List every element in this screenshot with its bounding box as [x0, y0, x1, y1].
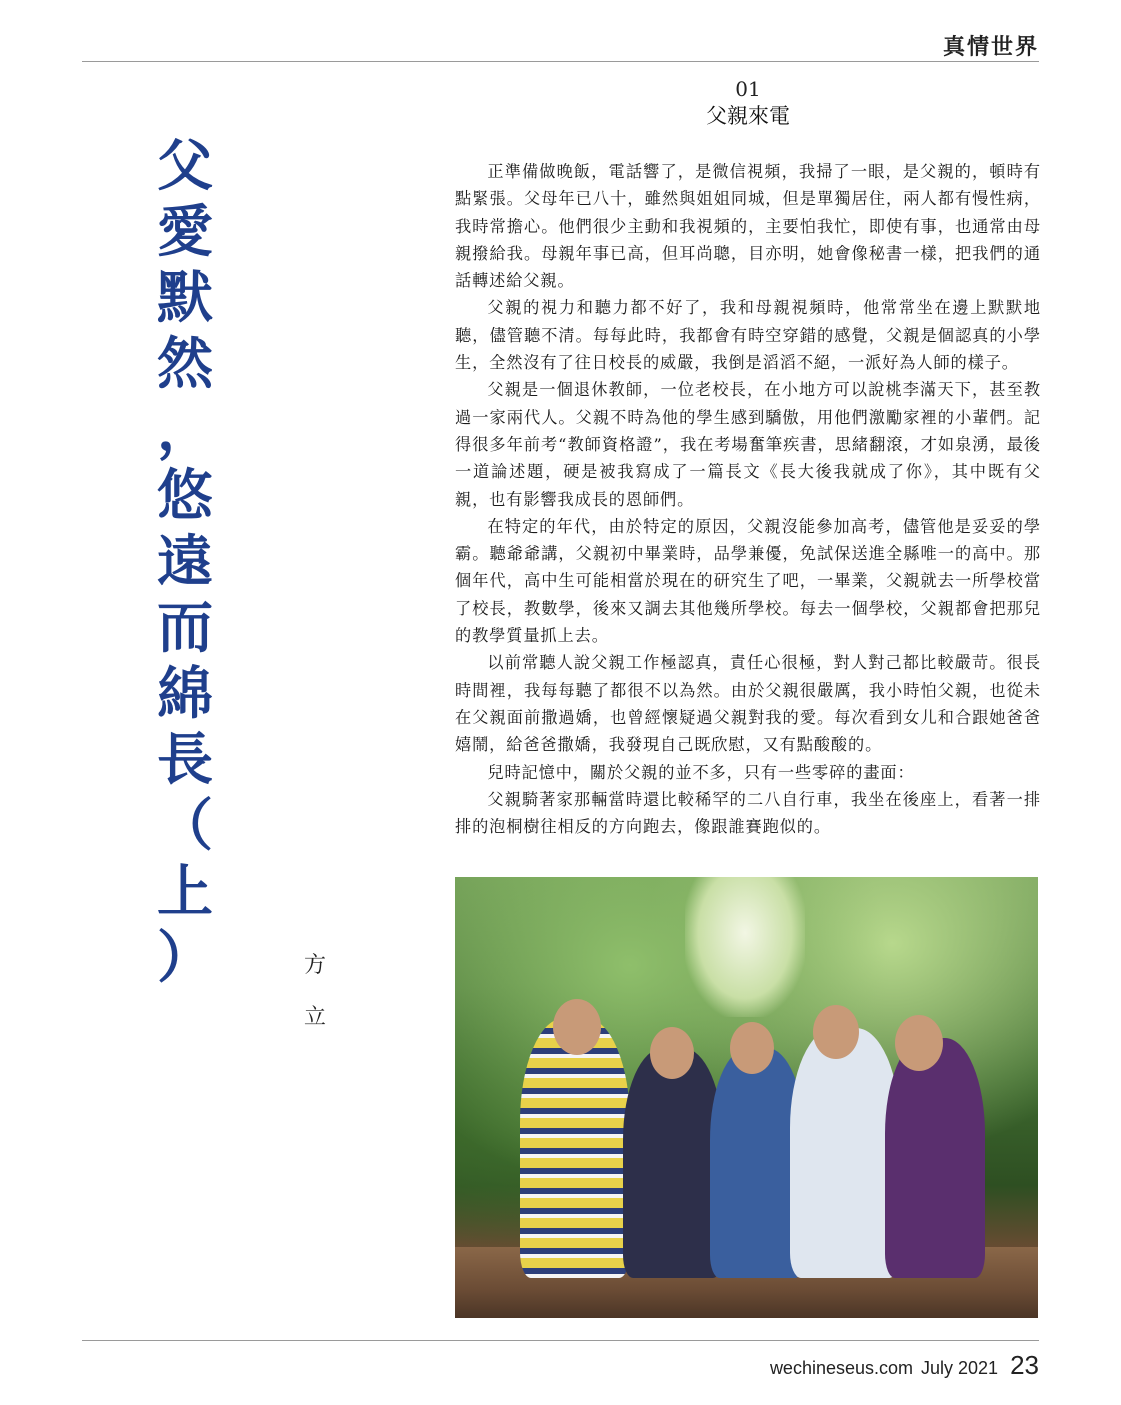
- footer-date: July 2021: [921, 1358, 999, 1378]
- paragraph: 父親騎著家那輛當時還比較稀罕的二八自行車，我坐在後座上，看著一排排的泡桐樹往相反的方向跑去，像跟誰賽跑似的。: [455, 789, 1041, 837]
- photo-head: [553, 999, 601, 1055]
- photo-head: [730, 1022, 774, 1074]
- title-char: （: [157, 794, 213, 859]
- title-char: 然: [157, 332, 213, 397]
- title-char: ）: [157, 926, 213, 991]
- bottom-divider: [82, 1340, 1039, 1341]
- footer: [770, 1350, 1039, 1381]
- top-divider: [82, 61, 1039, 62]
- main-title: [152, 134, 218, 992]
- section-label: 真情世界: [942, 34, 1039, 60]
- title-char: 悠: [157, 464, 213, 529]
- paragraph: 在特定的年代，由於特定的原因，父親沒能參加高考，儘管他是妥妥的學霸。聽爺爺講，父親初中畢業時，品學兼優，免試保送進全縣唯一的高中。那個年代，高中生可能相當於現在的研究生了吧，一畢業，父親就去一所學校當了校長，教數學，後來又調去其他幾所學校。每去一個學校，父親都會把那兒的教學質量抓上去。: [455, 516, 1041, 646]
- photo-person: [885, 1038, 985, 1278]
- paragraph: 以前常聽人說父親工作極認真，責任心很極，對人對己都比較嚴苛。很長時間裡，我每每聽了都很不以為然。由於父親很嚴厲，我小時怕父親，也從未在父親面前撒過嬌，也曾經懷疑過父親對我的愛。每次看到女儿和合跟她爸爸嬉鬧，給爸爸撒嬌，我發現自己既欣慰，又有點酸酸的。: [455, 653, 1041, 755]
- title-char: 父: [157, 134, 213, 199]
- author-byline: [300, 940, 330, 1044]
- section-title: 父親來電: [706, 104, 790, 128]
- page-number: 23: [1010, 1350, 1039, 1380]
- photo-head: [813, 1005, 859, 1059]
- photo-person: [623, 1048, 723, 1278]
- title-char: 綿: [157, 662, 213, 727]
- paragraph: 父親的視力和聽力都不好了，我和母親視頻時，他常常坐在邊上默默地聽，儘管聽不清。每每此時，我都會有時空穿錯的感覺，父親是個認真的小學生，全然沒有了往日校長的威嚴，我倒是滔滔不絕，一派好為人師的樣子。: [455, 298, 1041, 373]
- article-body: [455, 158, 1041, 840]
- title-char: 長: [157, 728, 213, 793]
- photo-head: [650, 1027, 694, 1079]
- photo-person: [520, 1018, 630, 1278]
- author-char: 方: [303, 953, 326, 978]
- photo-head: [895, 1015, 943, 1071]
- article: [455, 76, 1041, 840]
- title-char: 愛: [157, 200, 213, 265]
- paragraph: 兒時記憶中，關於父親的並不多，只有一些零碎的畫面：: [487, 762, 915, 782]
- photo-sky: [685, 877, 805, 1017]
- section-number: 01: [735, 77, 761, 101]
- paragraph: 正準備做晚飯，電話響了，是微信視頻，我掃了一眼，是父親的，頓時有點緊張。父母年已八十，雖然與姐姐同城，但是單獨居住，兩人都有慢性病，我時常擔心。他們很少主動和我視頻的，主要怕我忙，即使有事，也通常由母親撥給我。母親年事已高，但耳尚聰，目亦明，她會像秘書一樣，把我們的通話轉述給父親。: [455, 162, 1041, 291]
- title-char: 遠: [157, 530, 213, 595]
- title-char: 而: [157, 596, 213, 661]
- author-char: 立: [303, 1005, 326, 1030]
- family-photo: [455, 877, 1038, 1318]
- title-char: 默: [157, 266, 213, 331]
- title-char: 上: [157, 860, 213, 925]
- photo-person: [790, 1028, 900, 1278]
- title-char: ，: [157, 398, 213, 463]
- paragraph: 父親是一個退休教師，一位老校長，在小地方可以說桃李滿天下，甚至教過一家兩代人。父親不時為他的學生感到驕傲，用他們激勵家裡的小輩們。記得很多年前考“教師資格證”，我在考場奮筆疾書，思緒翻滾，才如泉湧，最後一道論述題，硬是被我寫成了一篇長文《長大後我就成了你》，其中既有父親，也有影響我成長的恩師們。: [455, 380, 1041, 509]
- footer-site: wechineseus.com: [769, 1358, 914, 1378]
